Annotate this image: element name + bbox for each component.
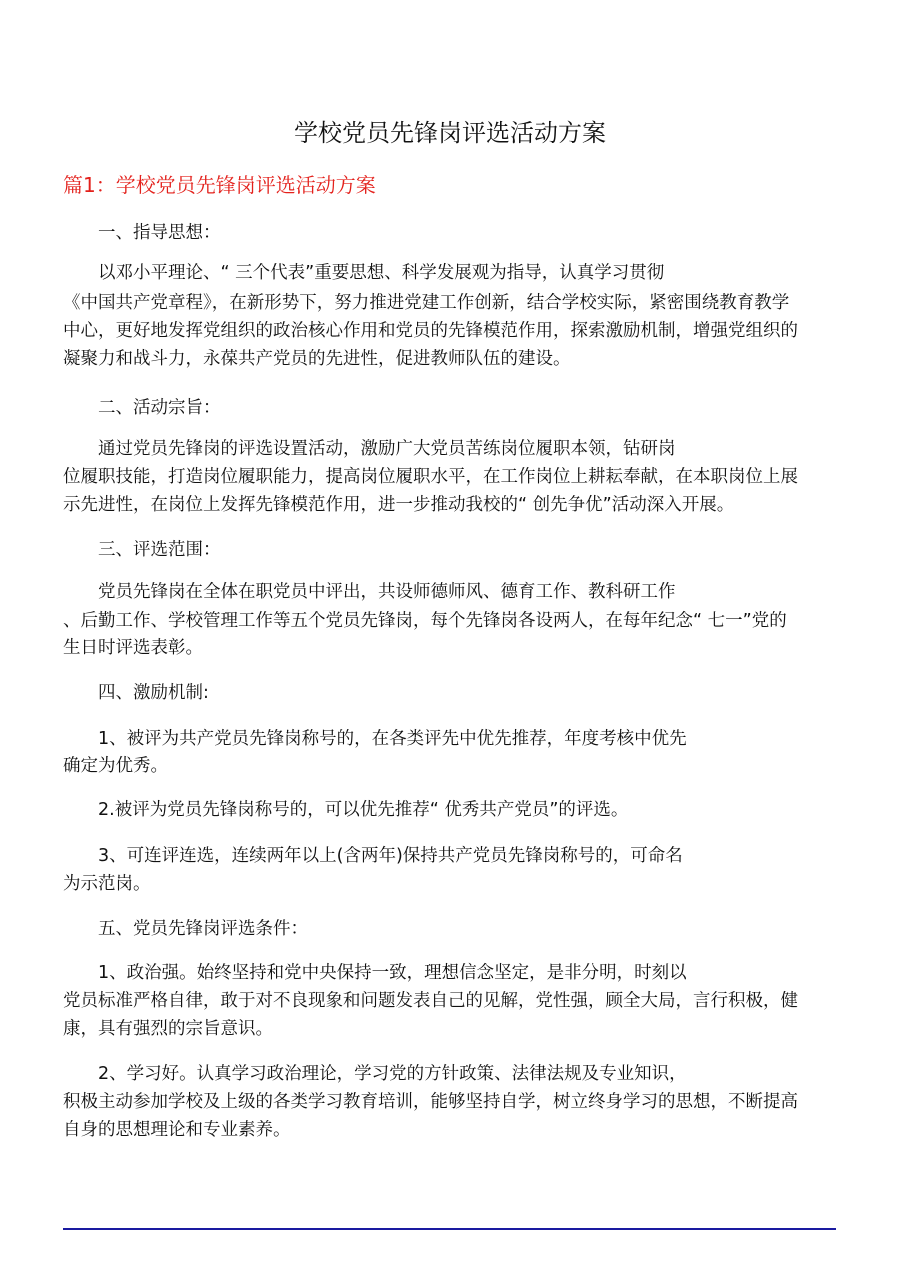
paragraph-line: 党员先锋岗在全体在职党员中评出，共设师德师风、德育工作、教科研工作 xyxy=(98,582,676,602)
section-subheading: 篇1：学校党员先锋岗评选活动方案 xyxy=(63,173,376,197)
paragraph-line: 积极主动参加学校及上级的各类学习教育培训，能够坚持自学，树立终身学习的思想，不断提高 xyxy=(63,1092,798,1112)
section-heading: 二、活动宗旨： xyxy=(98,398,221,418)
section-heading: 三、评选范围： xyxy=(98,540,221,560)
section-heading: 四、激励机制: xyxy=(98,683,209,703)
paragraph-line: 以邓小平理论、“ 三个代表”重要思想、科学发展观为指导，认真学习贯彻 xyxy=(98,263,665,283)
section-heading: 一、指导思想： xyxy=(98,223,221,243)
paragraph-line: 确定为优秀。 xyxy=(63,756,168,776)
paragraph-line: 凝聚力和战斗力，永葆共产党员的先进性，促进教师队伍的建设。 xyxy=(63,349,571,369)
paragraph-line: 为示范岗。 xyxy=(63,874,151,894)
paragraph-line: 党员标准严格自律，敢于对不良现象和问题发表自己的见解，党性强，顾全大局，言行积极，健 xyxy=(63,991,798,1011)
paragraph-line: 生日时评选表彰。 xyxy=(63,638,203,658)
paragraph-line: 2、学习好。认真学习政治理论，学习党的方针政策、法律法规及专业知识， xyxy=(98,1064,687,1084)
paragraph-line: 《中国共产党章程》，在新形势下，努力推进党建工作创新，结合学校实际，紧密围绕教育教学 xyxy=(63,293,790,313)
paragraph-line: 3、可连评连选，连续两年以上(含两年)保持共产党员先锋岗称号的，可命名 xyxy=(98,846,683,866)
paragraph-line: 通过党员先锋岗的评选设置活动，激励广大党员苦练岗位履职本领，钻研岗 xyxy=(98,439,676,459)
section-heading: 五、党员先锋岗评选条件： xyxy=(98,919,308,939)
paragraph-line: 2.被评为党员先锋岗称号的，可以优先推荐“ 优秀共产党员”的评选。 xyxy=(98,800,629,820)
paragraph-line: 、后勤工作、学校管理工作等五个党员先锋岗，每个先锋岗各设两人，在每年纪念“ 七一”党的 xyxy=(63,611,787,631)
paragraph-line: 示先进性，在岗位上发挥先锋模范作用，进一步推动我校的“ 创先争优”活动深入开展。 xyxy=(63,495,735,515)
paragraph-line: 1、被评为共产党员先锋岗称号的，在各类评先中优先推荐，年度考核中优先 xyxy=(98,729,687,749)
paragraph-line: 中心，更好地发挥党组织的政治核心作用和党员的先锋模范作用，探索激励机制，增强党组织的 xyxy=(63,321,798,341)
paragraph-line: 自身的思想理论和专业素养。 xyxy=(63,1120,291,1140)
paragraph-line: 1、政治强。始终坚持和党中央保持一致，理想信念坚定，是非分明，时刻以 xyxy=(98,963,687,983)
paragraph-line: 康，具有强烈的宗旨意识。 xyxy=(63,1019,273,1039)
document-title: 学校党员先锋岗评选活动方案 xyxy=(294,119,606,147)
footer-divider xyxy=(63,1228,836,1230)
paragraph-line: 位履职技能，打造岗位履职能力，提高岗位履职水平，在工作岗位上耕耘奉献，在本职岗位上展 xyxy=(63,467,798,487)
